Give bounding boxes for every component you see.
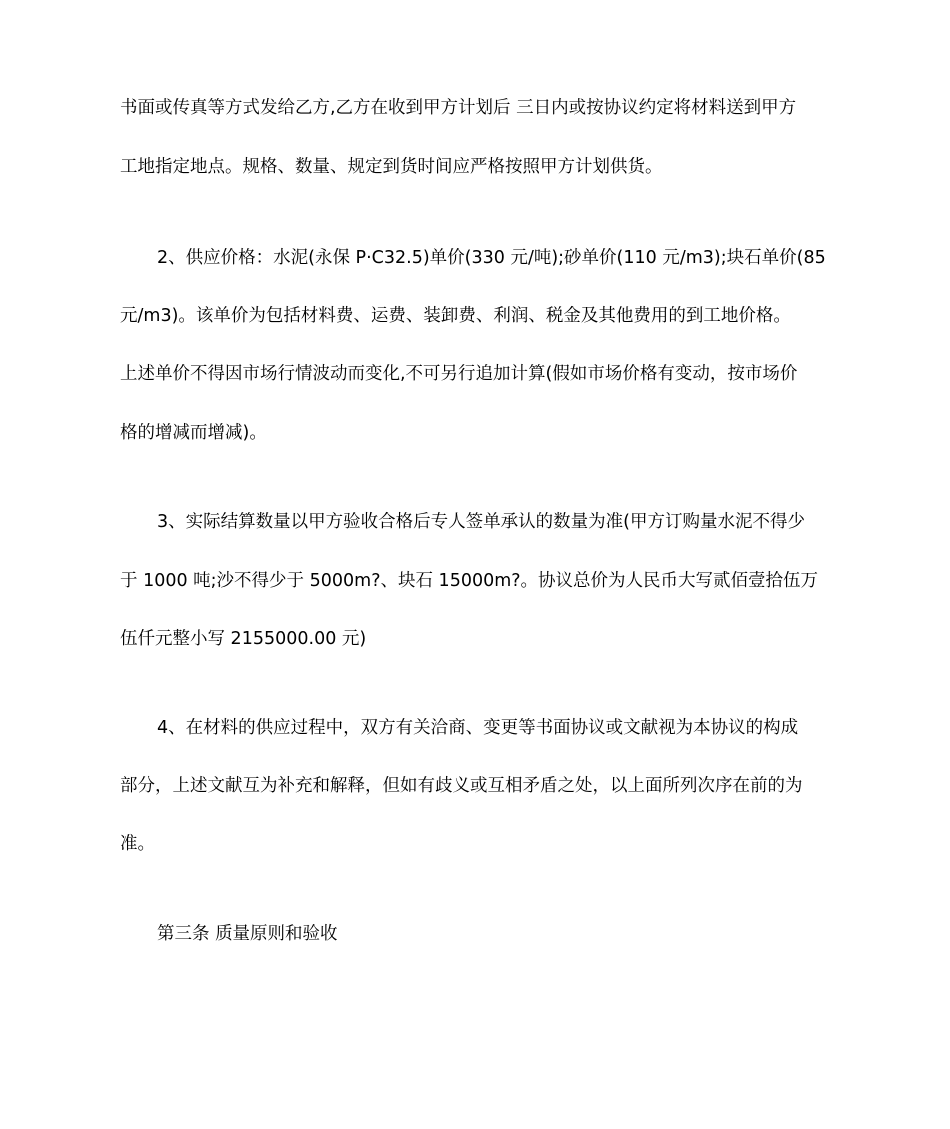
paragraph-2-line-4: 格的增减而增减)。 bbox=[120, 423, 267, 443]
paragraph-1-line-1: 书面或传真等方式发给乙方,乙方在收到甲方计划后 三日内或按协议约定将材料送到甲方 bbox=[120, 98, 797, 118]
paragraph-3-line-1: 3、实际结算数量以甲方验收合格后专人签单承认的数量为准(甲方订购量水泥不得少 bbox=[157, 512, 805, 532]
paragraph-2-line-2: 元/m3)。该单价为包括材料费、运费、装卸费、利润、税金及其他费用的到工地价格。 bbox=[120, 306, 791, 326]
paragraph-3-line-3: 伍仟元整小写 2155000.00 元) bbox=[120, 629, 367, 649]
paragraph-4-line-3: 准。 bbox=[120, 834, 155, 854]
paragraph-2-line-1: 2、供应价格：水泥(永保 P·C32.5)单价(330 元/吨);砂单价(110 元/m3);块石单价(85 bbox=[157, 248, 826, 268]
paragraph-3-line-2: 于 1000 吨;沙不得少于 5000m?、块石 15000m?。协议总价为人民币大写贰佰壹拾伍万 bbox=[120, 571, 819, 591]
paragraph-1-line-2: 工地指定地点。规格、数量、规定到货时间应严格按照甲方计划供货。 bbox=[120, 157, 663, 177]
paragraph-4-line-1: 4、在材料的供应过程中，双方有关洽商、变更等书面协议或文献视为本协议的构成 bbox=[157, 718, 799, 738]
paragraph-4-line-2: 部分，上述文献互为补充和解释，但如有歧义或互相矛盾之处，以上面所列次序在前的为 bbox=[120, 776, 803, 796]
section-heading: 第三条 质量原则和验收 bbox=[157, 924, 338, 944]
paragraph-2-line-3: 上述单价不得因市场行情波动而变化,不可另行追加计算(假如市场价格有变动，按市场价 bbox=[120, 364, 798, 384]
